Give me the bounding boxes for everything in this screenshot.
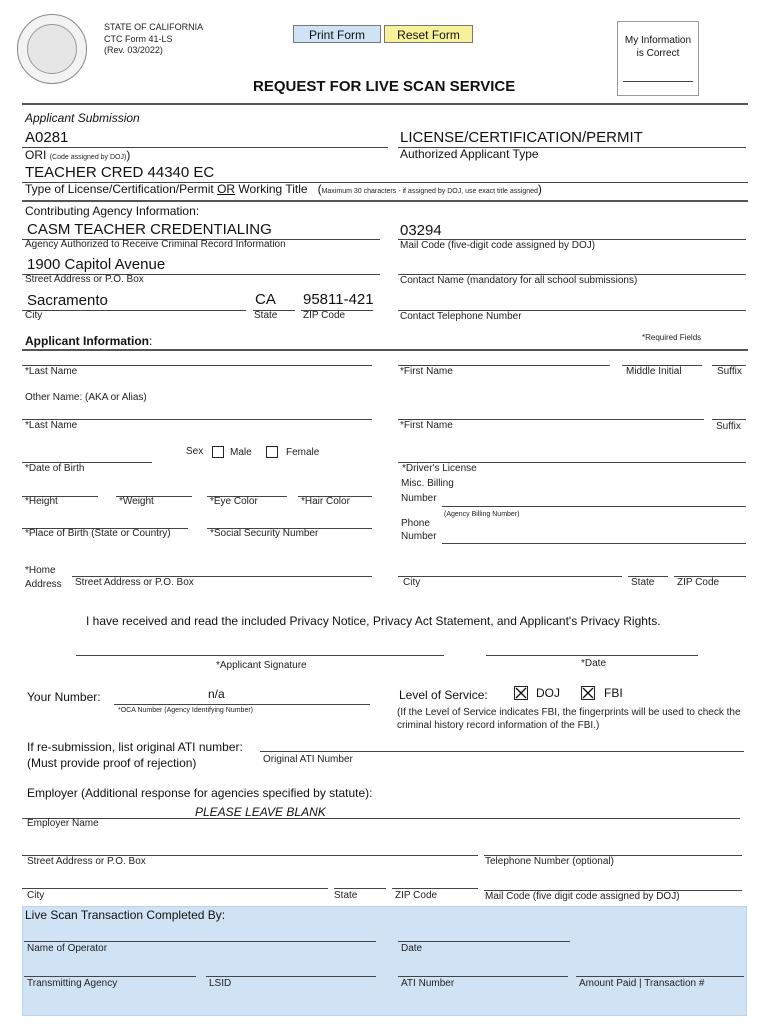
license-value[interactable]: TEACHER CRED 44340 EC (25, 164, 215, 181)
agency-label: Agency Authorized to Receive Criminal Record Information (25, 239, 286, 250)
employer-name-label: Employer Name (27, 818, 99, 829)
info-line-2: is Correct (636, 48, 680, 59)
oca-label: *OCA Number (Agency Identifying Number) (118, 707, 253, 714)
date-label: *Date (581, 658, 607, 669)
info-line-1: My Information (624, 35, 692, 46)
contact-phone-label: Contact Telephone Number (400, 311, 522, 322)
phone-label-2: Number (401, 531, 437, 542)
male-checkbox[interactable] (212, 446, 224, 458)
home-city-label: City (403, 577, 421, 588)
live-scan-date-label: Date (401, 943, 423, 954)
suffix-label: Suffix (717, 366, 742, 377)
alias-suffix-label: Suffix (716, 421, 741, 432)
employer-city-label: City (27, 890, 45, 901)
last-name-label: *Last Name (25, 366, 78, 377)
home-street-label: Street Address or P.O. Box (75, 577, 194, 588)
mail-code-label: Mail Code (five-digit code assigned by DOJ) (400, 240, 596, 251)
your-number-label: Your Number: (27, 690, 101, 704)
resubmission-label-2: (Must provide proof of rejection) (27, 756, 197, 770)
required-fields-note: *Required Fields (642, 333, 702, 342)
city-value[interactable]: Sacramento (27, 292, 108, 309)
fbi-label: FBI (604, 686, 623, 700)
employer-street-label: Street Address or P.O. Box (27, 856, 146, 867)
contact-name-label: Contact Name (mandatory for all school submissions) (400, 275, 638, 286)
doj-label: DOJ (536, 686, 560, 700)
state-label: STATE OF CALIFORNIA (104, 22, 204, 32)
fbi-checkbox[interactable] (581, 686, 595, 700)
employer-name-value[interactable]: PLEASE LEAVE BLANK (195, 805, 326, 819)
employer-mail-code-label: Mail Code (five digit code assigned by DOJ) (485, 891, 680, 902)
information-correct-checkbox[interactable] (617, 21, 699, 96)
dob-label: *Date of Birth (25, 463, 85, 474)
misc-billing-label-1: Misc. Billing (401, 478, 454, 489)
middle-initial-label: Middle Initial (626, 366, 682, 377)
contributing-agency-heading: Contributing Agency Information: (25, 204, 200, 218)
applicant-submission-heading: Applicant Submission (25, 111, 140, 125)
applicant-type-value[interactable]: LICENSE/CERTIFICATION/PERMIT (400, 129, 643, 146)
live-scan-heading: Live Scan Transaction Completed By: (25, 908, 226, 922)
height-label: *Height (25, 496, 58, 507)
level-of-service-label: Level of Service: (399, 688, 488, 702)
ssn-label: *Social Security Number (210, 528, 319, 539)
sex-label: Sex (186, 446, 204, 457)
doj-checkbox[interactable] (514, 686, 528, 700)
original-ati-label: Original ATI Number (263, 754, 353, 765)
form-revision: (Rev. 03/2022) (104, 45, 163, 55)
home-address-label-2: Address (25, 579, 62, 590)
mail-code-value[interactable]: 03294 (400, 222, 442, 239)
applicant-type-label: Authorized Applicant Type (400, 147, 539, 161)
applicant-info-heading: Applicant Information: (25, 334, 153, 348)
employer-heading: Employer (Additional response for agencies specified by statute): (27, 786, 373, 800)
ori-value[interactable]: A0281 (25, 129, 69, 146)
license-label: Type of License/Certification/Permit OR Working Title (Maximum 30 characters - if assigned by DOJ, use exact title assigned) (25, 182, 542, 196)
your-number-value[interactable]: n/a (208, 687, 225, 701)
print-form-button[interactable]: Print Form (293, 25, 381, 43)
fbi-note-1: (If the Level of Service indicates FBI, the fingerprints will be used to check the (397, 707, 741, 718)
home-zip-label: ZIP Code (677, 577, 720, 588)
male-label: Male (230, 447, 252, 458)
state-label-field: State (254, 310, 278, 321)
home-address-label-1: *Home (25, 565, 56, 576)
employer-telephone-label: Telephone Number (optional) (485, 856, 614, 867)
employer-zip-label: ZIP Code (395, 890, 438, 901)
transmitting-agency-label: Transmitting Agency (27, 978, 118, 989)
alias-last-name-label: *Last Name (25, 420, 78, 431)
agency-billing-label: (Agency Billing Number) (444, 511, 520, 518)
privacy-statement: I have received and read the included Privacy Notice, Privacy Act Statement, and Applicant's Privacy Rights. (86, 614, 661, 628)
employer-state-label: State (334, 890, 358, 901)
reset-form-button[interactable]: Reset Form (384, 25, 473, 43)
misc-billing-label-2: Number (401, 493, 437, 504)
city-label: City (25, 310, 43, 321)
state-value[interactable]: CA (255, 291, 276, 308)
amount-paid-label: Amount Paid | Transaction # (579, 978, 705, 989)
drivers-license-label: *Driver's License (402, 463, 477, 474)
place-of-birth-label: *Place of Birth (State or Country) (25, 528, 171, 539)
operator-label: Name of Operator (27, 943, 108, 954)
zip-label: ZIP Code (303, 310, 346, 321)
lsid-label: LSID (209, 978, 232, 989)
first-name-label: *First Name (400, 366, 453, 377)
california-seal (17, 14, 87, 84)
female-checkbox[interactable] (266, 446, 278, 458)
phone-label-1: Phone (401, 518, 430, 529)
hair-color-label: *Hair Color (301, 496, 350, 507)
alias-first-name-label: *First Name (400, 420, 453, 431)
page-title: REQUEST FOR LIVE SCAN SERVICE (253, 78, 516, 95)
signature-label: *Applicant Signature (216, 660, 307, 671)
other-name-label: Other Name: (AKA or Alias) (25, 392, 147, 403)
weight-label: *Weight (119, 496, 154, 507)
resubmission-label-1: If re-submission, list original ATI number: (27, 740, 243, 754)
ori-label: ORI (Code assigned by DOJ)) (25, 148, 131, 162)
home-state-label: State (631, 577, 655, 588)
zip-value[interactable]: 95811-421 (303, 291, 374, 308)
form-number: CTC Form 41-LS (104, 34, 173, 44)
ati-number-label: ATI Number (401, 978, 455, 989)
female-label: Female (286, 447, 320, 458)
street-value[interactable]: 1900 Capitol Avenue (27, 256, 166, 273)
fbi-note-2: criminal history record information of the FBI.) (397, 720, 600, 731)
live-scan-section (22, 906, 747, 1016)
eye-color-label: *Eye Color (210, 496, 258, 507)
street-label: Street Address or P.O. Box (25, 274, 144, 285)
agency-value[interactable]: CASM TEACHER CREDENTIALING (27, 221, 272, 238)
